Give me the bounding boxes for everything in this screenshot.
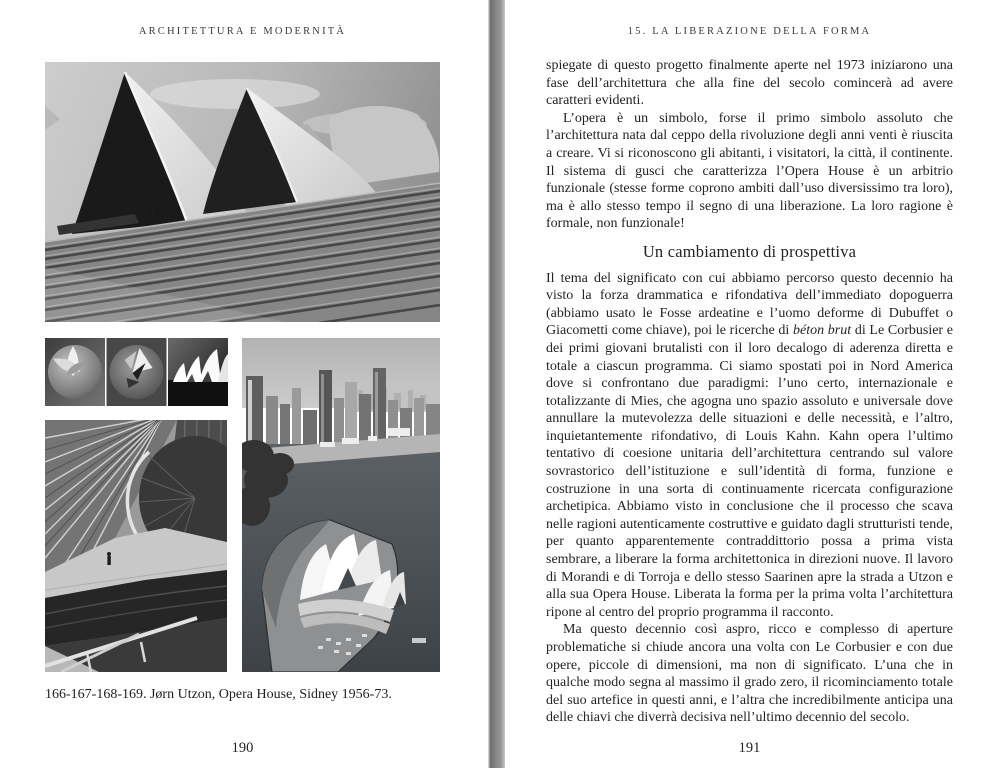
page-number-left: 190 [231,740,254,756]
running-head-right: 15. LA LIBERAZIONE DELLA FORMA [627,26,872,37]
photo-spherical-geometry-models [45,338,228,406]
photo-opera-house-construction [45,420,227,672]
body-text [546,57,953,727]
paragraph-3-pre: Il tema del significato con cui abbiamo percorso questo decennio ha visto la forza drammatica e rifondativa dell’immediato dopoguerra (abbiamo usato le Fosse ardeatine e l’uomo deforme di Dubuffet o Giacometti come chiave), poi le ricerche di [546,270,953,339]
paragraph-2: L’opera è un simbolo, forse il primo simbolo assoluto che l’architettura nata dal ceppo della rivoluzione degli anni venti è riuscita a creare. Vi si riconoscono gli abitanti, i visitatori, la città, il continente. Il sistema di gusci che caratterizza l’Opera House è un arbitrio funzionale (stesse forme coprono ambiti dall’uso diversissimo tra loro), ma è allo stesso tempo il segno di una liberazione. La loro ragione è formale, non funzionale! [546,110,953,232]
photo-aerial-sydney-harbour [242,338,440,672]
photo-opera-house-shells-steps [45,62,440,322]
book-spine-gutter [488,0,505,768]
section-heading: Un cambiamento di prospettiva [642,241,857,261]
page-number-right: 191 [738,740,761,756]
paragraph-1: spiegate di questo progetto finalmente aperte nel 1973 iniziarono una fase dell’architettura che alla fine del secolo comincerà ad avere caratteri evidenti. [546,58,953,109]
paragraph-4: Ma questo decennio così aspro, ricco e complesso di aperture problematiche si chiude ancora una volta con Le Corbusier e con due opere, piccole di dimensioni, ma non di significato. L’una che in qualche modo segna al massimo il grado zero, il ricominciamento totale del suo artefice in questi anni, e l’altra che incredibilmente anticipa una delle chiavi che diverrà decisiva nell’ultimo decennio del secolo. [546,622,953,726]
paragraph-3-italic-term: béton brut [793,323,852,339]
paragraph-3-post: di Le Corbusier e dei primi giovani brutalisti con il loro decalogo di aderenza diretta e totale a ciascun programma. Ci siamo spostati poi in Nord America dove si confrontano due paradigmi: l’uno certo, internazionale e totalizzante di Mies, che agogna uno spazio assoluto e universale dove annullare la mutevolezza delle situazioni e delle necessità, e l’altro, inquietantemente rifondativo, di Louis Kahn. Kahn opera l’ultimo tentativo di coesione unitaria dell’architettura centrando sul valore sovrastorico dell’istituzione e sull’identità di forma, funzione e costruzione in una sorta di continuamente ricercata configurazione archetipica. Abbiamo visto in conclusione che il processo che scava nelle ragioni autenticamente costruttive e guidato dagli strutturisti tende, per quanto apparentemente contraddittorio possa a prima vista sembrare, a liberare la forma architettonica in direzioni nuove. Il lavoro di Morandi e di Torroja e dello stesso Saarinen apre la strada a Utzon e alla sua Opera House. Liberata la forma per la prima volta l’architettura ripone al centro del proprio programma il racconto. [546,323,953,620]
figure-caption: 166-167-168-169. Jørn Utzon, Opera House, Sidney 1956-73. [45,687,392,702]
running-head-left: ARCHITETTURA E MODERNITÀ [138,26,347,37]
paragraph-3 [546,270,953,622]
